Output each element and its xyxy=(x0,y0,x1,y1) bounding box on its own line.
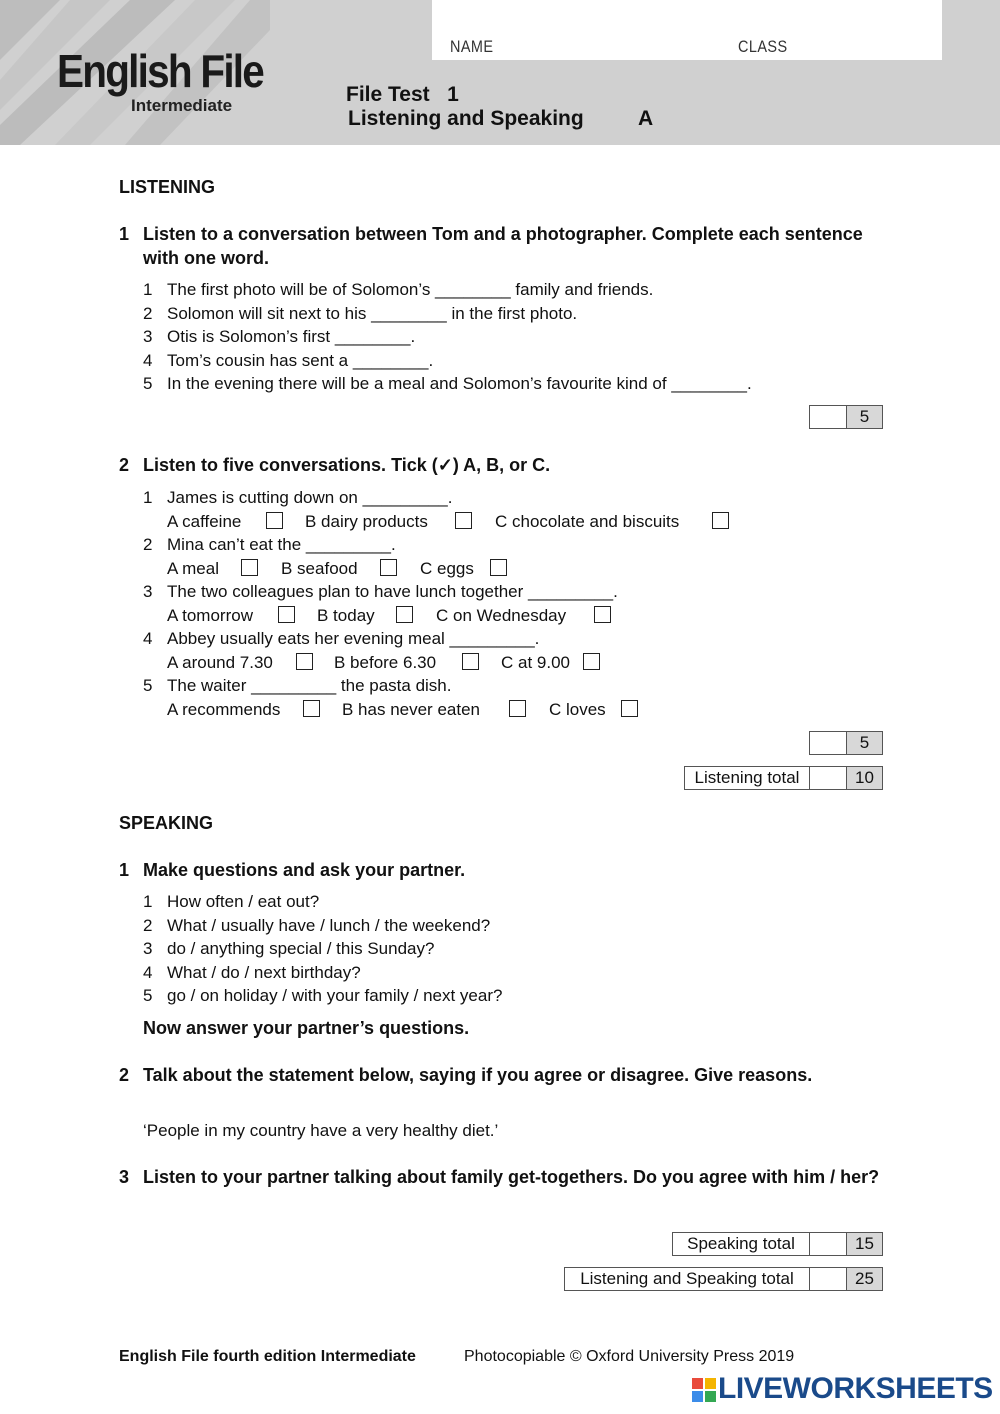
brand-logo: English File xyxy=(57,45,264,97)
option-checkbox[interactable] xyxy=(712,512,729,529)
option-label: B before 6.30 xyxy=(334,653,437,672)
listening-q2-instruction: Listen to five conversations. Tick (✓) A, B, or C. xyxy=(143,455,551,475)
speaking-q3-number: 3 xyxy=(119,1167,130,1187)
option-label: B has never eaten xyxy=(342,700,480,719)
option-label: C loves xyxy=(549,700,606,719)
list-item: What / do / next birthday? xyxy=(167,963,361,982)
footer-copyright: Photocopiable © Oxford University Press 2019 xyxy=(464,1348,795,1365)
test-title: File Test 1 xyxy=(346,83,459,106)
grand-total-max: 25 xyxy=(846,1267,883,1291)
option-checkbox[interactable] xyxy=(621,700,638,717)
speaking-total-input[interactable] xyxy=(809,1232,847,1256)
option-checkbox[interactable] xyxy=(490,559,507,576)
list-item-number: 2 xyxy=(143,304,153,323)
listening-q2-number: 2 xyxy=(119,455,130,475)
speaking-q1-followup: Now answer your partner’s questions. xyxy=(143,1018,470,1038)
list-item-number: 1 xyxy=(143,488,153,507)
list-item-number: 3 xyxy=(143,582,153,601)
speaking-q2-number: 2 xyxy=(119,1065,130,1085)
option-label: C chocolate and biscuits xyxy=(495,512,680,531)
list-item: How often / eat out? xyxy=(167,892,320,911)
list-item-number: 4 xyxy=(143,963,153,982)
option-checkbox[interactable] xyxy=(303,700,320,717)
q1-score-max: 5 xyxy=(846,405,883,429)
option-checkbox[interactable] xyxy=(380,559,397,576)
list-item: Solomon will sit next to his ________ in the first photo. xyxy=(167,304,578,323)
listening-q1-instruction: Listen to a conversation between Tom and a photographer. Complete each sentence with one word. xyxy=(143,224,863,268)
q2-score-input[interactable] xyxy=(809,731,847,755)
speaking-q1-instruction: Make questions and ask your partner. xyxy=(143,860,466,880)
option-label: B today xyxy=(317,606,375,625)
list-item-number: 5 xyxy=(143,986,153,1005)
liveworksheets-logo-icon xyxy=(692,1378,716,1402)
list-item-number: 2 xyxy=(143,535,153,554)
option-label: A meal xyxy=(167,559,219,578)
class-label: CLASS xyxy=(738,37,788,56)
option-label: C at 9.00 xyxy=(501,653,570,672)
option-checkbox[interactable] xyxy=(594,606,611,623)
option-label: A caffeine xyxy=(167,512,242,531)
listening-total-input[interactable] xyxy=(809,766,847,790)
list-item-number: 4 xyxy=(143,351,153,370)
list-item: What / usually have / lunch / the weekend? xyxy=(167,916,491,935)
speaking-q2-statement: ‘People in my country have a very healthy diet.’ xyxy=(143,1121,499,1140)
list-item: Abbey usually eats her evening meal _________. xyxy=(167,629,540,648)
list-item: Mina can’t eat the _________. xyxy=(167,535,396,554)
option-label: C eggs xyxy=(420,559,474,578)
list-item: Otis is Solomon’s first ________. xyxy=(167,327,416,346)
option-label: A recommends xyxy=(167,700,281,719)
grand-total-input[interactable] xyxy=(809,1267,847,1291)
list-item: James is cutting down on _________. xyxy=(167,488,453,507)
option-label: B seafood xyxy=(281,559,358,578)
option-checkbox[interactable] xyxy=(455,512,472,529)
list-item: In the evening there will be a meal and Solomon’s favourite kind of ________. xyxy=(167,374,752,393)
listening-heading: LISTENING xyxy=(119,177,216,197)
speaking-heading: SPEAKING xyxy=(119,813,214,833)
list-item-number: 5 xyxy=(143,676,153,695)
speaking-total-max: 15 xyxy=(846,1232,883,1256)
header-banner xyxy=(0,0,1000,145)
option-checkbox[interactable] xyxy=(278,606,295,623)
listening-q1-number: 1 xyxy=(119,224,130,244)
list-item: The first photo will be of Solomon’s ________ family and friends. xyxy=(167,280,654,299)
speaking-q3-instruction: Listen to your partner talking about family get-togethers. Do you agree with him / her? xyxy=(143,1167,880,1187)
list-item: The waiter _________ the pasta dish. xyxy=(167,676,452,695)
speaking-total-label: Speaking total xyxy=(672,1232,810,1256)
q1-score-input[interactable] xyxy=(809,405,847,429)
option-checkbox[interactable] xyxy=(396,606,413,623)
name-class-box xyxy=(432,0,942,60)
speaking-q1-number: 1 xyxy=(119,860,130,880)
list-item: The two colleagues plan to have lunch together _________. xyxy=(167,582,618,601)
option-checkbox[interactable] xyxy=(241,559,258,576)
liveworksheets-watermark: LIVEWORKSHEETS xyxy=(718,1372,993,1405)
option-label: B dairy products xyxy=(305,512,428,531)
list-item-number: 5 xyxy=(143,374,153,393)
option-label: A around 7.30 xyxy=(167,653,273,672)
list-item-number: 2 xyxy=(143,916,153,935)
list-item-number: 4 xyxy=(143,629,153,648)
q2-score-max: 5 xyxy=(846,731,883,755)
footer-edition: English File fourth edition Intermediate xyxy=(119,1348,416,1365)
option-checkbox[interactable] xyxy=(462,653,479,670)
speaking-q2-instruction: Talk about the statement below, saying if you agree or disagree. Give reasons. xyxy=(143,1065,813,1085)
listening-total-label: Listening total xyxy=(684,766,810,790)
listening-total-max: 10 xyxy=(846,766,883,790)
option-checkbox[interactable] xyxy=(583,653,600,670)
option-label: A tomorrow xyxy=(167,606,253,625)
option-checkbox[interactable] xyxy=(266,512,283,529)
test-version: A xyxy=(638,107,654,130)
test-subtitle: Listening and Speaking xyxy=(348,107,584,130)
list-item-number: 3 xyxy=(143,939,153,958)
option-label: C on Wednesday xyxy=(436,606,567,625)
option-checkbox[interactable] xyxy=(509,700,526,717)
grand-total-label: Listening and Speaking total xyxy=(564,1267,810,1291)
list-item: go / on holiday / with your family / next year? xyxy=(167,986,503,1005)
list-item-number: 3 xyxy=(143,327,153,346)
option-checkbox[interactable] xyxy=(296,653,313,670)
list-item-number: 1 xyxy=(143,892,153,911)
list-item-number: 1 xyxy=(143,280,153,299)
list-item: Tom’s cousin has sent a ________. xyxy=(167,351,434,370)
name-label: NAME xyxy=(450,37,494,56)
list-item: do / anything special / this Sunday? xyxy=(167,939,435,958)
brand-level: Intermediate xyxy=(131,96,233,115)
